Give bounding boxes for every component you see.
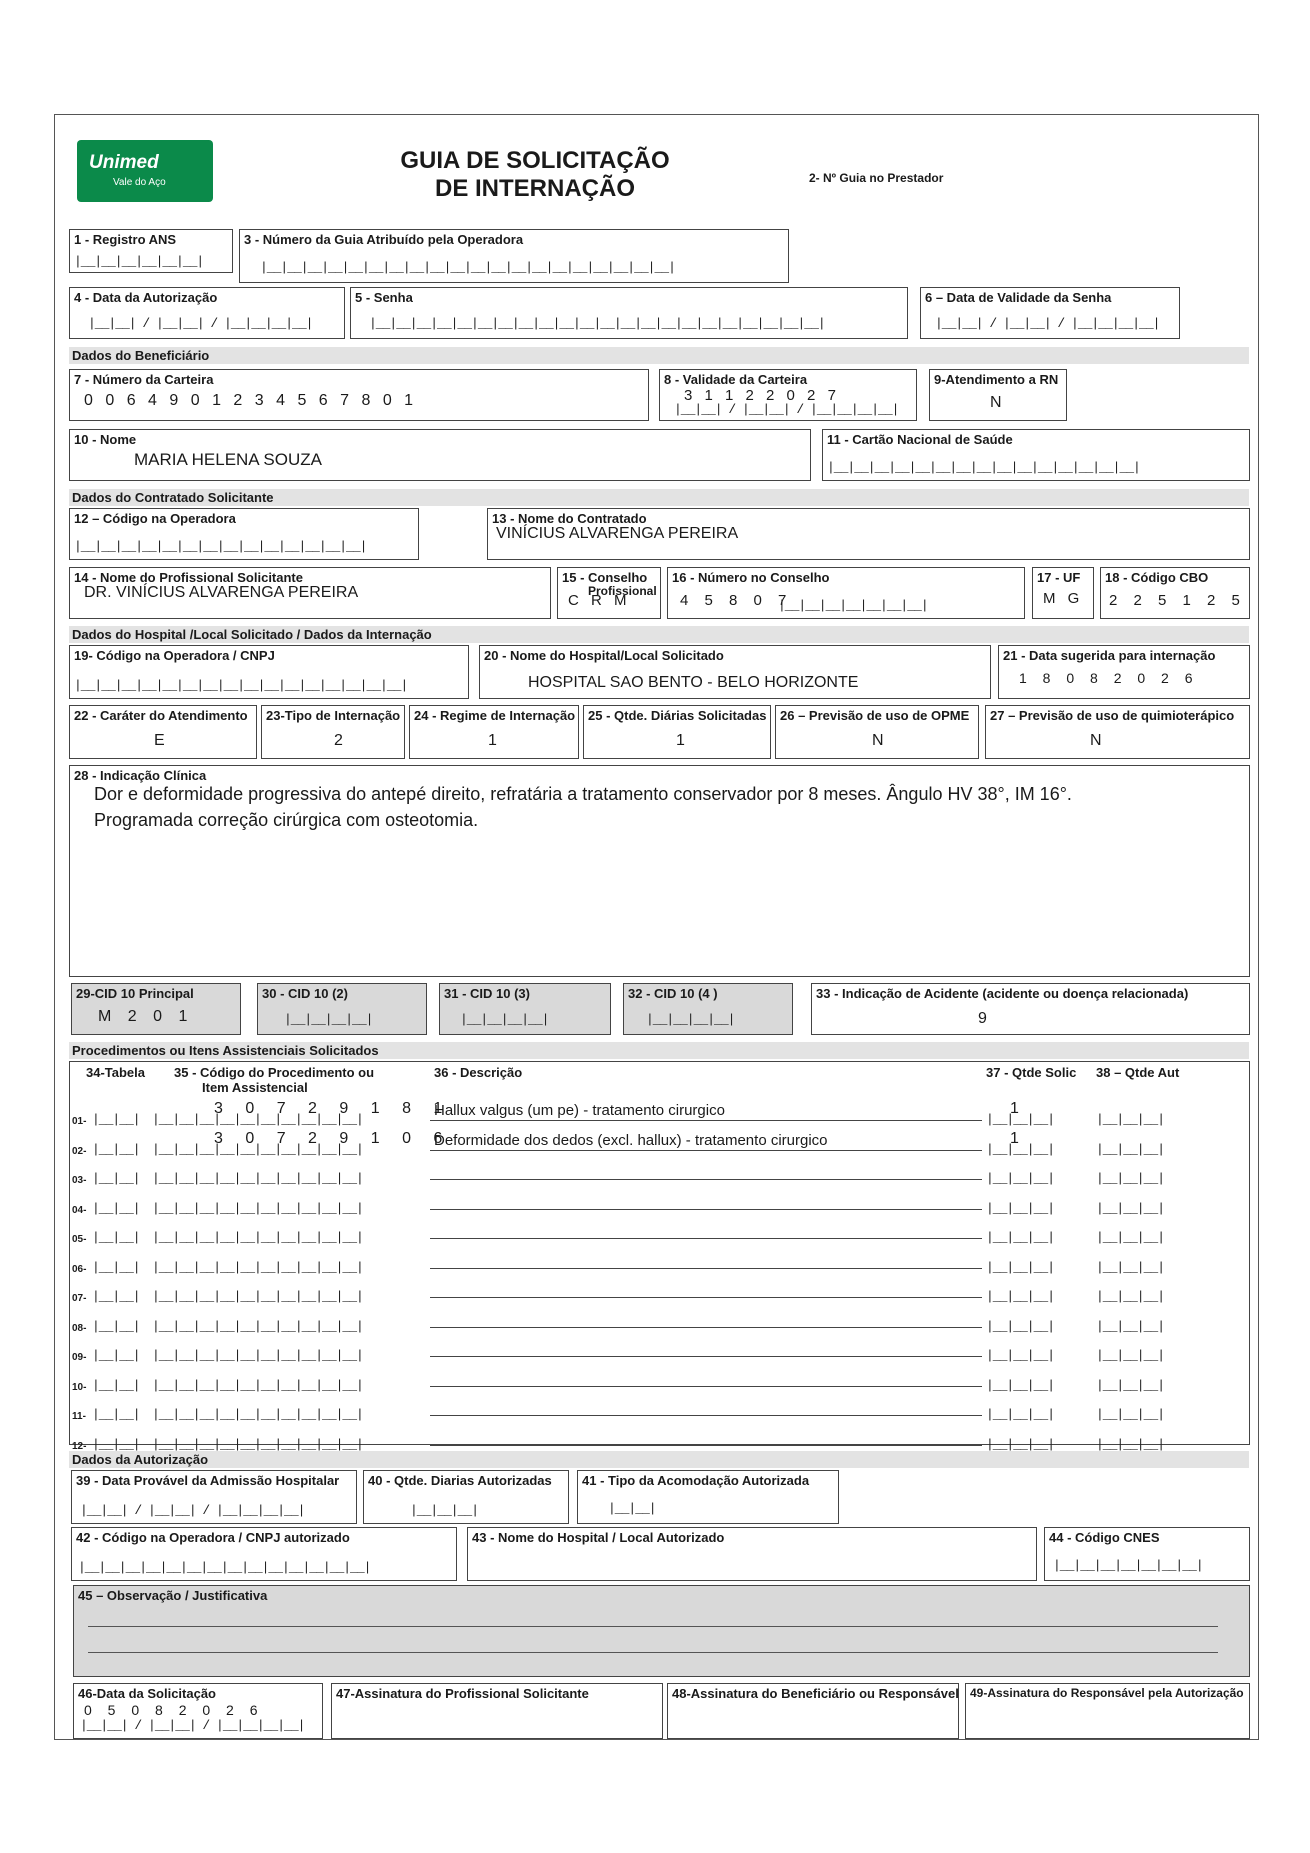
ticks: |__|__|__| — [1096, 1436, 1165, 1452]
table-row[interactable] — [70, 1195, 1251, 1221]
section-autorizacao: Dados da Autorização — [69, 1451, 1249, 1468]
ticks: |__|__|__|__| — [646, 1012, 735, 1027]
ticks: |__|__|__|__|__|__|__|__|__|__|__|__|__|__|__|__| — [74, 678, 408, 693]
row-number: 09- — [72, 1352, 87, 1363]
label: 7 - Número da Carteira — [74, 372, 214, 387]
ticks: |__|__| — [92, 1171, 140, 1186]
ticks: |__|__| — [92, 1230, 140, 1245]
qtde-solic-value: 1 — [1010, 1100, 1019, 1117]
label: 3 - Número da Guia Atribuído pela Operadora — [244, 232, 524, 247]
table-row[interactable] — [70, 1100, 1251, 1132]
ticks: |__|__| / |__|__| / |__|__|__|__| — [935, 316, 1160, 331]
label: 49-Assinatura do Responsável pela Autorização — [970, 1686, 1244, 1700]
description-line — [430, 1150, 982, 1151]
description-line — [430, 1179, 982, 1180]
diarias-value: 1 — [676, 732, 685, 749]
ticks: |__|__|__|__|__|__|__|__|__|__| — [152, 1171, 363, 1186]
label: 24 - Regime de Internação — [414, 708, 576, 723]
table-row[interactable] — [70, 1401, 1251, 1427]
ticks: |__|__| / |__|__| / |__|__|__|__| — [80, 1718, 305, 1733]
description-line — [430, 1268, 982, 1269]
ticks: |__|__| — [92, 1112, 140, 1127]
hospital-value: HOSPITAL SAO BENTO - BELO HORIZONTE — [528, 674, 859, 691]
ticks: |__|__|__| — [1096, 1289, 1165, 1304]
label: 26 – Previsão de uso de OPME — [780, 708, 970, 723]
field-cid-2[interactable] — [257, 983, 427, 1035]
label: 39 - Data Provável da Admissão Hospitalar — [76, 1473, 340, 1488]
ticks: |__|__|__| — [986, 1377, 1055, 1393]
section-procedimentos: Procedimentos ou Itens Assistenciais Solicitados — [69, 1042, 1249, 1059]
ticks: |__|__|__| — [1096, 1407, 1165, 1422]
field-numero-guia[interactable] — [239, 229, 789, 283]
section-hospital: Dados do Hospital /Local Solicitado / Dados da Internação — [69, 626, 1249, 643]
field-data-internacao[interactable] — [998, 645, 1250, 699]
field-numero-conselho[interactable] — [667, 567, 1025, 619]
label: 10 - Nome — [74, 432, 137, 447]
ticks: |__|__|__|__|__|__|__|__|__|__|__|__|__|__| — [74, 539, 367, 554]
label: 21 - Data sugerida para internação — [1003, 648, 1216, 663]
row-number: 05- — [72, 1234, 87, 1245]
row-number: 08- — [72, 1322, 87, 1334]
ticks: |__|__|__|__|__|__|__|__|__|__|__|__|__|__|__| — [827, 460, 1140, 475]
validade-carteira-value: 3 1 1 2 2 0 2 7 — [684, 387, 840, 404]
field-cartao-nacional[interactable] — [822, 429, 1250, 481]
field-uf[interactable] — [1032, 567, 1094, 619]
label: 28 - Indicação Clínica — [74, 768, 207, 783]
row-number: 01- — [72, 1116, 87, 1127]
label: 8 - Validade da Carteira — [664, 372, 808, 387]
ticks: |__|__|__|__|__|__|__| — [778, 598, 928, 613]
field-senha[interactable] — [350, 287, 908, 339]
label: 18 - Código CBO — [1105, 570, 1209, 585]
field-profissional-solicitante[interactable] — [69, 567, 551, 619]
table-row[interactable] — [70, 1129, 1251, 1162]
label: 19- Código na Operadora / CNPJ — [74, 648, 275, 663]
label: 40 - Qtde. Diarias Autorizadas — [368, 1473, 552, 1488]
indicacao-line-1: Dor e deformidade progressiva do antepé direito, refratária a tratamento conservador por 8 meses. Ângulo HV 38°, IM 16°. — [94, 784, 1072, 804]
field-regime-internacao[interactable] — [409, 705, 579, 759]
label: 43 - Nome do Hospital / Local Autorizado — [472, 1530, 725, 1545]
ticks: |__|__|__|__|__|__|__|__|__|__| — [152, 1377, 363, 1393]
field-conselho[interactable] — [557, 567, 661, 619]
ticks: |__|__|__| — [986, 1112, 1055, 1127]
cbo-value: 2 2 5 1 2 5 — [1109, 592, 1246, 609]
ticks: |__|__|__| — [1096, 1377, 1165, 1393]
ticks: |__|__| — [92, 1259, 140, 1275]
rn-value: N — [990, 394, 1002, 411]
ticks: |__|__|__| — [986, 1348, 1055, 1363]
label: 29-CID 10 Principal — [76, 986, 194, 1001]
col-codigo: 35 - Código do Procedimento ou — [174, 1065, 375, 1080]
field-cid-4[interactable] — [623, 983, 793, 1035]
ticks: |__|__|__|__|__|__|__|__|__|__| — [152, 1200, 363, 1216]
table-row[interactable] — [70, 1283, 1251, 1309]
label: 1 - Registro ANS — [74, 232, 177, 247]
row-number: 06- — [72, 1263, 87, 1275]
logo-text: Unimed — [89, 152, 159, 173]
field-nome-contratado[interactable] — [487, 508, 1250, 560]
ticks: |__|__| — [92, 1141, 140, 1157]
field-validade-senha[interactable] — [920, 287, 1180, 339]
field-carater[interactable] — [69, 705, 257, 759]
ticks: |__|__|__|__|__|__|__|__|__|__| — [152, 1259, 363, 1275]
guia-prestador-label: 2- Nº Guia no Prestador — [809, 171, 944, 185]
ticks: |__|__| / |__|__| / |__|__|__|__| — [80, 1503, 305, 1518]
ticks: |__|__| — [608, 1501, 656, 1516]
field-registro-ans[interactable] — [69, 229, 233, 273]
acidente-value: 9 — [978, 1010, 987, 1027]
field-cnpj-autorizado[interactable] — [71, 1527, 457, 1581]
ticks: |__|__|__| — [1096, 1112, 1165, 1127]
label: 42 - Código na Operadora / CNPJ autorizado — [76, 1530, 350, 1545]
field-nome[interactable] — [69, 429, 811, 481]
profissional-value: DR. VINÍCIUS ALVARENGA PEREIRA — [84, 584, 359, 601]
cid-principal-value: M 2 0 1 — [98, 1008, 194, 1025]
ticks: |__|__|__|__| — [460, 1012, 549, 1027]
opme-value: N — [872, 732, 884, 749]
ticks: |__|__|__| — [1096, 1259, 1165, 1275]
procedure-code: 3 0 7 2 9 1 0 6 — [214, 1129, 452, 1147]
ticks: |__|__|__| — [986, 1171, 1055, 1186]
label: 23-Tipo de Internação — [266, 708, 401, 723]
description-line — [430, 1415, 982, 1416]
ticks: |__|__|__|__|__|__|__|__|__|__| — [152, 1348, 363, 1363]
ticks: |__|__|__|__|__|__|__|__|__|__| — [152, 1318, 363, 1334]
field-assinatura-autorizacao[interactable] — [965, 1683, 1250, 1739]
indicacao-line-2: Programada correção cirúrgica com osteotomia. — [94, 810, 479, 830]
ticks: |__|__|__|__|__|__|__|__|__|__| — [152, 1112, 363, 1127]
field-data-admissao[interactable] — [71, 1470, 357, 1524]
quimio-value: N — [1090, 732, 1102, 749]
ticks: |__|__| — [92, 1436, 140, 1452]
field-data-solicitacao[interactable] — [73, 1683, 323, 1739]
ticks: |__|__|__| — [986, 1407, 1055, 1422]
col-qtde-aut: 38 – Qtde Aut — [1096, 1065, 1180, 1080]
label: 27 – Previsão de uso de quimioterápico — [990, 708, 1235, 723]
uf-value: M G — [1043, 590, 1084, 607]
table-row[interactable] — [70, 1313, 1251, 1339]
label: 13 - Nome do Contratado — [492, 511, 647, 526]
label: 25 - Qtde. Diárias Solicitadas — [588, 708, 767, 723]
field-tipo-internacao[interactable] — [261, 705, 405, 759]
label: 48-Assinatura do Beneficiário ou Responsável — [672, 1686, 959, 1701]
row-number: 10- — [72, 1381, 87, 1393]
label-profissional: Profissional — [588, 584, 657, 598]
ticks: |__|__|__|__|__|__|__| — [1053, 1558, 1203, 1573]
logo-subtext: Vale do Aço — [113, 177, 166, 188]
procedure-code: 3 0 7 2 9 1 8 1 — [214, 1100, 452, 1117]
ticks: |__|__|__|__| — [284, 1012, 373, 1027]
field-indicacao-clinica[interactable] — [69, 765, 1250, 977]
obs-line — [88, 1626, 1218, 1627]
table-row[interactable] — [70, 1165, 1251, 1191]
ticks: |__|__|__| — [986, 1141, 1055, 1157]
procedure-description: Hallux valgus (um pe) - tratamento cirurgico — [434, 1102, 725, 1119]
field-codigo-cnes[interactable] — [1044, 1527, 1250, 1581]
label: 5 - Senha — [355, 290, 413, 305]
tipo-internacao-value: 2 — [334, 732, 343, 749]
field-hospital-autorizado[interactable] — [467, 1527, 1037, 1581]
field-numero-carteira[interactable] — [69, 369, 649, 421]
field-cid-principal[interactable] — [71, 983, 241, 1035]
label: 31 - CID 10 (3) — [444, 986, 530, 1001]
form-title — [385, 147, 685, 203]
ticks: |__|__| — [92, 1200, 140, 1216]
row-number: 07- — [72, 1293, 87, 1304]
description-line — [430, 1297, 982, 1298]
table-row[interactable] — [70, 1254, 1251, 1280]
regime-value: 1 — [488, 732, 497, 749]
ticks: |__|__|__| — [986, 1289, 1055, 1304]
ticks: |__|__|__| — [986, 1230, 1055, 1245]
data-solicitacao-value: 0 5 0 8 2 0 2 6 — [84, 1702, 264, 1718]
label: 45 – Observação / Justificativa — [78, 1588, 268, 1603]
label: 4 - Data da Autorização — [74, 290, 218, 305]
ticks: |__|__|__| — [1096, 1348, 1165, 1363]
obs-line — [88, 1652, 1218, 1653]
label: 16 - Número no Conselho — [672, 570, 830, 585]
label: 47-Assinatura do Profissional Solicitante — [336, 1686, 589, 1701]
row-number: 04- — [72, 1204, 87, 1216]
ticks: |__|__|__| — [986, 1200, 1055, 1216]
ticks: |__|__|__| — [1096, 1171, 1165, 1186]
label: 9-Atendimento a RN — [934, 372, 1059, 387]
description-line — [430, 1120, 982, 1121]
conselho-value: C R M — [568, 592, 631, 609]
description-line — [430, 1445, 982, 1446]
label: 30 - CID 10 (2) — [262, 986, 348, 1001]
procedure-description: Deformidade dos dedos (excl. hallux) - tratamento cirurgico — [434, 1131, 828, 1149]
ticks: |__|__|__| — [1096, 1141, 1165, 1157]
qtde-solic-value: 1 — [1010, 1129, 1019, 1147]
field-codigo-operadora[interactable] — [69, 508, 419, 560]
description-line — [430, 1209, 982, 1210]
nome-contratado-value: VINÍCIUS ALVARENGA PEREIRA — [496, 525, 739, 542]
ticks: |__|__| / |__|__| / |__|__|__|__| — [674, 402, 899, 417]
ticks: |__|__|__| — [1096, 1200, 1165, 1216]
ticks: |__|__|__|__|__|__|__|__|__|__|__|__|__|__|__|__|__|__|__|__| — [260, 260, 675, 275]
unimed-logo — [77, 140, 213, 202]
label: 11 - Cartão Nacional de Saúde — [827, 432, 1013, 447]
row-number: 02- — [72, 1145, 87, 1157]
field-diarias-autorizadas[interactable] — [363, 1470, 569, 1524]
carteira-value: 0 0 6 4 9 0 1 2 3 4 5 6 7 8 0 1 — [84, 392, 418, 409]
col-tabela: 34-Tabela — [86, 1065, 146, 1080]
carater-value: E — [154, 732, 165, 749]
ticks: |__|__|__| — [986, 1436, 1055, 1452]
col-descricao: 36 - Descrição — [434, 1065, 523, 1080]
field-indicacao-acidente[interactable] — [811, 983, 1250, 1035]
form-page — [54, 114, 1259, 1740]
field-data-autorizacao[interactable] — [69, 287, 345, 339]
field-cid-3[interactable] — [439, 983, 611, 1035]
row-number: 11- — [72, 1411, 86, 1422]
label: 12 – Código na Operadora — [74, 511, 236, 526]
label: 41 - Tipo da Acomodação Autorizada — [582, 1473, 810, 1488]
ticks: |__|__|__| — [986, 1259, 1055, 1275]
ticks: |__|__| — [92, 1348, 140, 1363]
title-line-2: DE INTERNAÇÃO — [434, 175, 635, 202]
label: 32 - CID 10 (4 ) — [628, 986, 718, 1001]
ticks: |__|__|__|__|__|__|__|__|__|__| — [152, 1436, 363, 1452]
ticks: |__|__|__|__|__|__|__|__|__|__| — [152, 1141, 363, 1157]
label: 44 - Código CNES — [1049, 1530, 1160, 1545]
ticks: |__|__| — [92, 1289, 140, 1304]
ticks: |__|__|__|__|__|__|__|__|__|__|__|__|__|__| — [78, 1560, 371, 1575]
label: 22 - Caráter do Atendimento — [74, 708, 248, 723]
description-line — [430, 1386, 982, 1387]
ticks: |__|__|__| — [1096, 1230, 1165, 1245]
data-internacao-value: 1 8 0 8 2 0 2 6 — [1019, 670, 1199, 686]
label: 20 - Nome do Hospital/Local Solicitado — [484, 648, 724, 663]
description-line — [430, 1238, 982, 1239]
field-atendimento-rn[interactable] — [929, 369, 1067, 421]
ticks: |__|__|__|__|__|__|__|__|__|__| — [152, 1289, 363, 1304]
section-beneficiario: Dados do Beneficiário — [69, 347, 1249, 364]
ticks: |__|__| / |__|__| / |__|__|__|__| — [88, 316, 313, 331]
ticks: |__|__|__| — [410, 1503, 479, 1518]
title-line-1: GUIA DE SOLICITAÇÃO — [400, 147, 670, 174]
table-row[interactable] — [70, 1342, 1251, 1368]
ticks: |__|__|__|__|__|__|__|__|__|__|__|__|__|__|__|__|__|__|__|__|__|__| — [369, 316, 825, 331]
label: 14 - Nome do Profissional Solicitante — [74, 570, 303, 585]
section-contratado: Dados do Contratado Solicitante — [69, 489, 1249, 506]
ticks: |__|__| — [92, 1407, 140, 1422]
table-row[interactable] — [70, 1372, 1251, 1398]
ticks: |__|__| — [92, 1318, 140, 1334]
field-codigo-cbo[interactable] — [1100, 567, 1250, 619]
label: 17 - UF — [1037, 570, 1081, 585]
numero-conselho-value: 4 5 8 0 7 — [680, 592, 793, 609]
label: 15 - Conselho — [562, 570, 648, 585]
field-observacao[interactable] — [73, 1585, 1250, 1677]
field-codigo-cnpj[interactable] — [69, 645, 469, 699]
description-line — [430, 1327, 982, 1328]
col-codigo-2: Item Assistencial — [202, 1080, 308, 1095]
table-row[interactable] — [70, 1224, 1251, 1250]
row-number: 12- — [72, 1440, 87, 1452]
field-nome-hospital[interactable] — [479, 645, 991, 699]
label: 46-Data da Solicitação — [78, 1686, 216, 1701]
label: 33 - Indicação de Acidente (acidente ou doença relacionada) — [816, 986, 1189, 1001]
label: 6 – Data de Validade da Senha — [925, 290, 1112, 305]
ticks: |__|__| — [92, 1377, 140, 1393]
description-line — [430, 1356, 982, 1357]
ticks: |__|__|__|__|__|__|__|__|__|__| — [152, 1407, 363, 1422]
field-qtde-diarias[interactable] — [583, 705, 771, 759]
field-assinatura-beneficiario[interactable] — [667, 1683, 959, 1739]
ticks: |__|__|__|__|__|__| — [74, 254, 204, 269]
ticks: |__|__|__| — [1096, 1318, 1165, 1334]
row-number: 03- — [72, 1175, 87, 1186]
nome-value: MARIA HELENA SOUZA — [134, 450, 322, 469]
field-tipo-acomodacao[interactable] — [577, 1470, 839, 1524]
ticks: |__|__|__| — [986, 1318, 1055, 1334]
col-qtde-solic: 37 - Qtde Solic — [986, 1065, 1077, 1080]
ticks: |__|__|__|__|__|__|__|__|__|__| — [152, 1230, 363, 1245]
field-opme[interactable] — [775, 705, 979, 759]
procedures-table — [69, 1061, 1250, 1452]
field-assinatura-profissional[interactable] — [331, 1683, 663, 1739]
field-quimioterapico[interactable] — [985, 705, 1250, 759]
field-validade-carteira[interactable] — [659, 369, 917, 421]
